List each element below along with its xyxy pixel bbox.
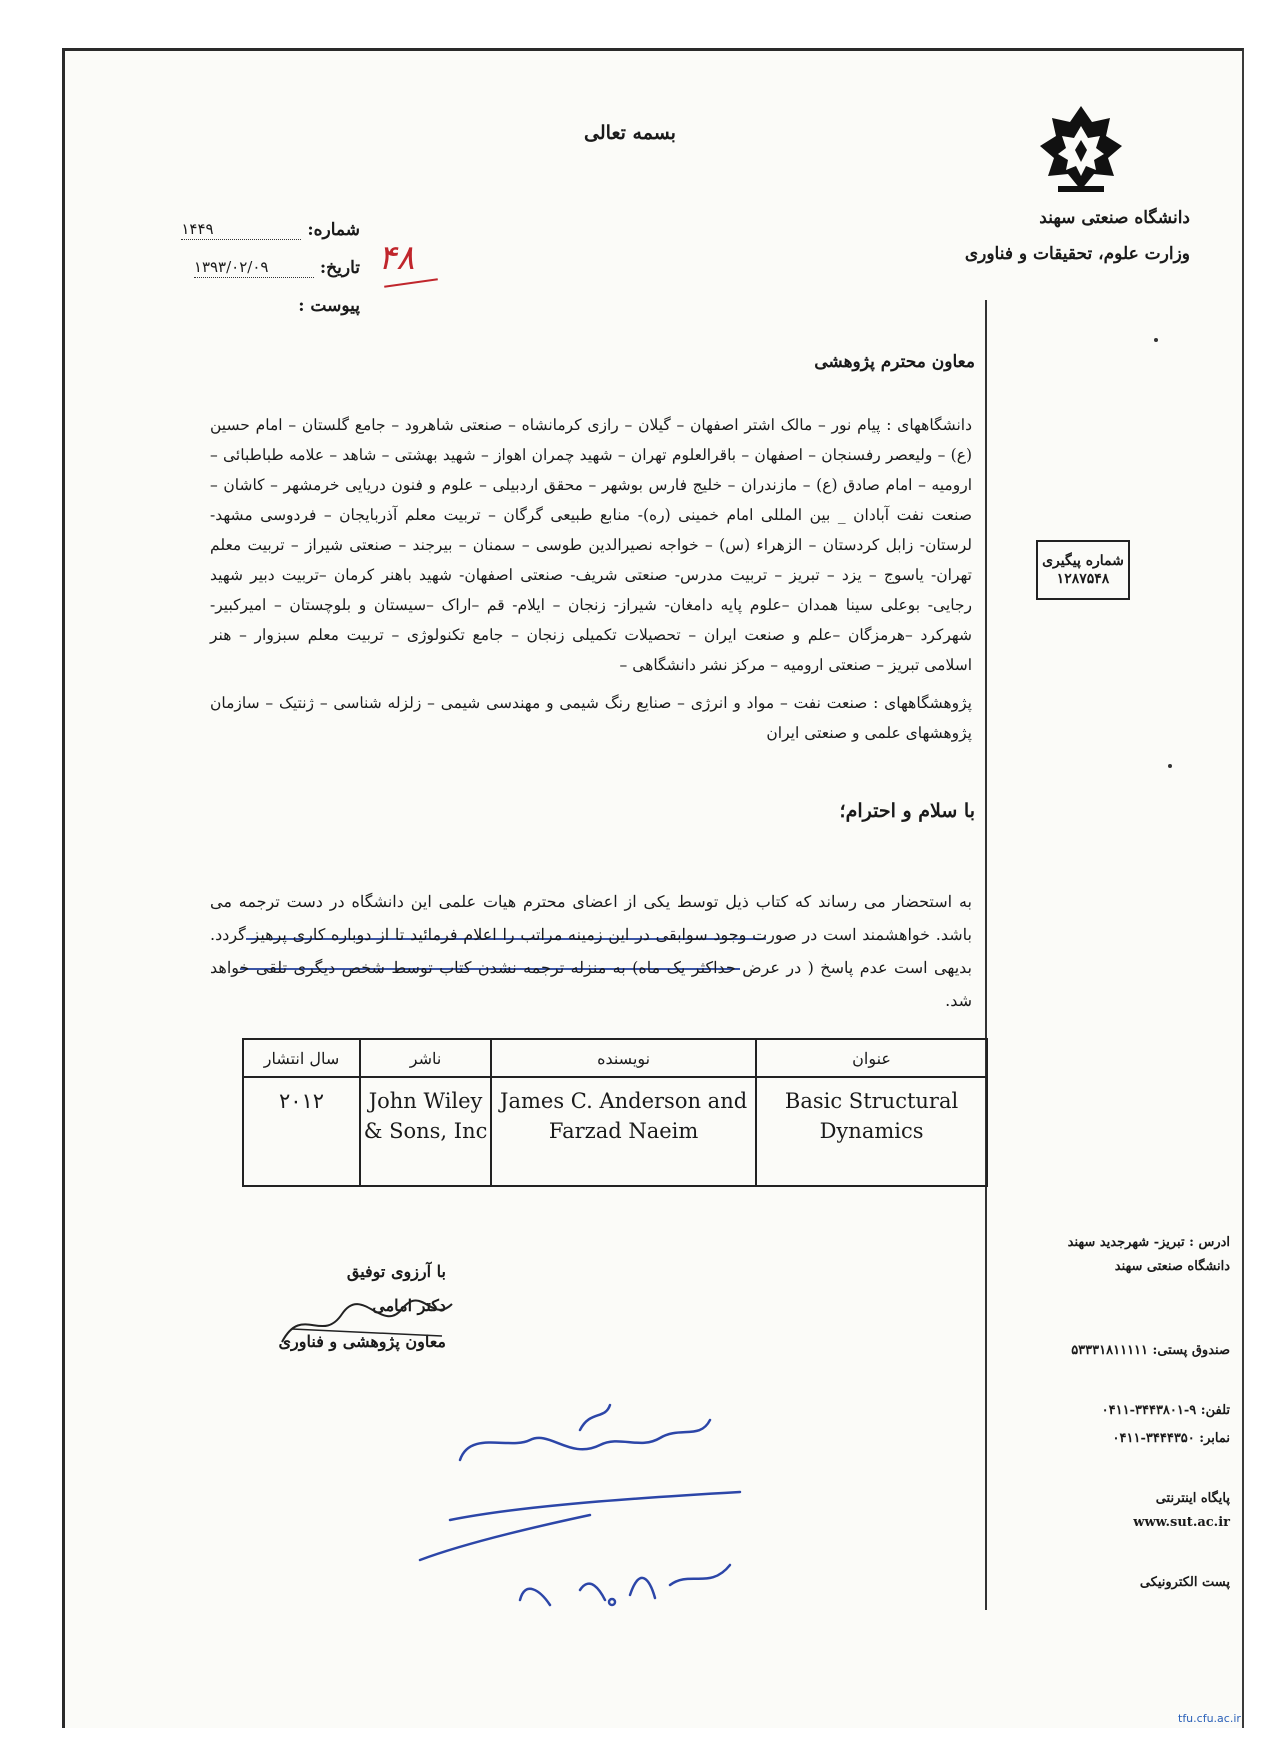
email-label: پست الکترونیکی [1139,1575,1230,1590]
university-name: دانشگاه صنعتی سهند [1039,208,1190,228]
scan-dot [1154,338,1158,342]
book-table [242,1038,988,1187]
addressee: معاون محترم پژوهشی [814,352,975,372]
tracking-label: شماره پیگیری [1042,553,1124,569]
header-title: عنوان [756,1039,987,1077]
scan-dot [1168,764,1172,768]
body-paragraph: به استحضار می رساند که کتاب ذیل توسط یکی از اعضای محترم هیات علمی این دانشگاه در دست ترجمه می باشد. خواهشمند است در صورت وجود سوابقی در این زمینه مراتب را اعلام فرمائید تا از دوباره کاری پرهیز گردد. بدیهی است عدم پاسخ ( در عرض حداکثر یک ماه) به منزله ترجمه نشدن کتاب توسط شخص دیگری تلقی خواهد شد. [210,892,973,1010]
signature-icon [262,1284,462,1354]
handwritten-note-icon [400,1390,800,1630]
book-year: ۲۰۱۲ [243,1077,360,1186]
address-line1: ادرس : تبریز- شهرجدید سهند [1067,1235,1230,1250]
site-mark: tfu.cfu.ac.ir [1178,1712,1241,1725]
greeting: با سلام و احترام؛ [839,800,975,822]
address-line2: دانشگاه صنعتی سهند [1114,1259,1230,1274]
date-value: ۱۳۹۳/۰۲/۰۹ [194,258,314,278]
attachment-label: پیوست : [298,296,360,316]
tracking-box [1036,540,1130,600]
universities-paragraph: دانشگاههای : پیام نور – مالک اشتر اصفهان – گیلان – رازی کرمانشاه – صنعتی شاهرود – جامع گلستان – امام حسین (ع) – ولیعصر رفسنجان – اصفهان – باقرالعلوم تهران – شهید چمران اهواز – شهید بهشتی – شاهد – علامه طباطبائی – ارومیه – امام صادق (ع) – مازندران – خلیج فارس بوشهر – محقق اردبیلی – علوم و فنون دریایی خرمشهر – کاشان – صنعت نفت آبادان _ بین المللی امام خمینی (ره)- منابع طبیعی گرگان – تربیت معلم آذربایجان – فردوسی مشهد- لرستان- زابل کردستان – الزهراء (س) – خواجه نصیرالدین طوسی – سمنان – بیرجند – صنعتی شیراز – تربیت معلم تهران- یاسوج – یزد – تبریز – تربیت مدرس- صنعتی شریف- صنعتی اصفهان- شهید باهنر کرمان –تربیت دبیر شهید رجایی- بوعلی سینا همدان –علوم پایه دامغان- شیراز- زنجان – ایلام- قم –اراک –سیستان و بلوچستان – امیرکبیر- شهرکرد –هرمزگان –علم و صنعت ایران – تحصیلات تکمیلی زنجان – جامع تکنولوژی – تربیت معلم سبزوار – هنر اسلامی تبریز – صنعتی ارومیه – مرکز نشر دانشگاهی – [210,416,972,674]
header-author: نویسنده [491,1039,756,1077]
number-value: ۱۴۴۹ [181,220,301,240]
handwritten-number: ۴۸ [378,238,415,278]
university-logo-icon [1038,104,1124,200]
tracking-value: ۱۲۸۷۵۴۸ [1056,571,1110,587]
closing-wish: با آرزوی توفیق [346,1262,446,1281]
signer-name: دکتر امامی [372,1296,446,1315]
basmala: بسمه تعالی [584,122,676,144]
table-header-row [243,1039,987,1077]
po-box: صندوق پستی: ۵۳۳۳۱۸۱۱۱۱۱ [1071,1343,1230,1358]
book-author: James C. Anderson and Farzad Naeim [491,1077,756,1186]
fax: نمابر: ۳۴۴۴۳۵۰-۰۴۱۱ [1112,1431,1230,1446]
table-row [243,1077,987,1186]
website-label: پایگاه اینترنتی [1155,1491,1230,1506]
header-year: سال انتشار [243,1039,360,1077]
book-publisher: John Wiley & Sons, Inc [360,1077,491,1186]
date-row [130,258,360,278]
number-row [130,220,360,240]
signer-title: معاون پژوهشی و فناوری [278,1332,446,1351]
date-label: تاریخ: [319,258,360,278]
ministry-name: وزارت علوم، تحقیقات و فناوری [964,244,1190,264]
attachment-row [130,296,360,316]
phone: تلفن: ۹-۳۴۴۳۸۰۱-۰۴۱۱ [1101,1403,1230,1418]
header-publisher: ناشر [360,1039,491,1077]
number-label: شماره: [307,220,360,240]
book-title: Basic Structural Dynamics [756,1077,987,1186]
institutes-paragraph: پژوهشگاههای : صنعت نفت – مواد و انرژی – صنایع رنگ شیمی و مهندسی شیمی – زلزله شناسی – ژنتیک – سازمان پژوهشهای علمی و صنعتی ایران [210,694,972,742]
website-link[interactable]: www.sut.ac.ir [1133,1515,1230,1530]
margin-divider [985,300,987,1610]
